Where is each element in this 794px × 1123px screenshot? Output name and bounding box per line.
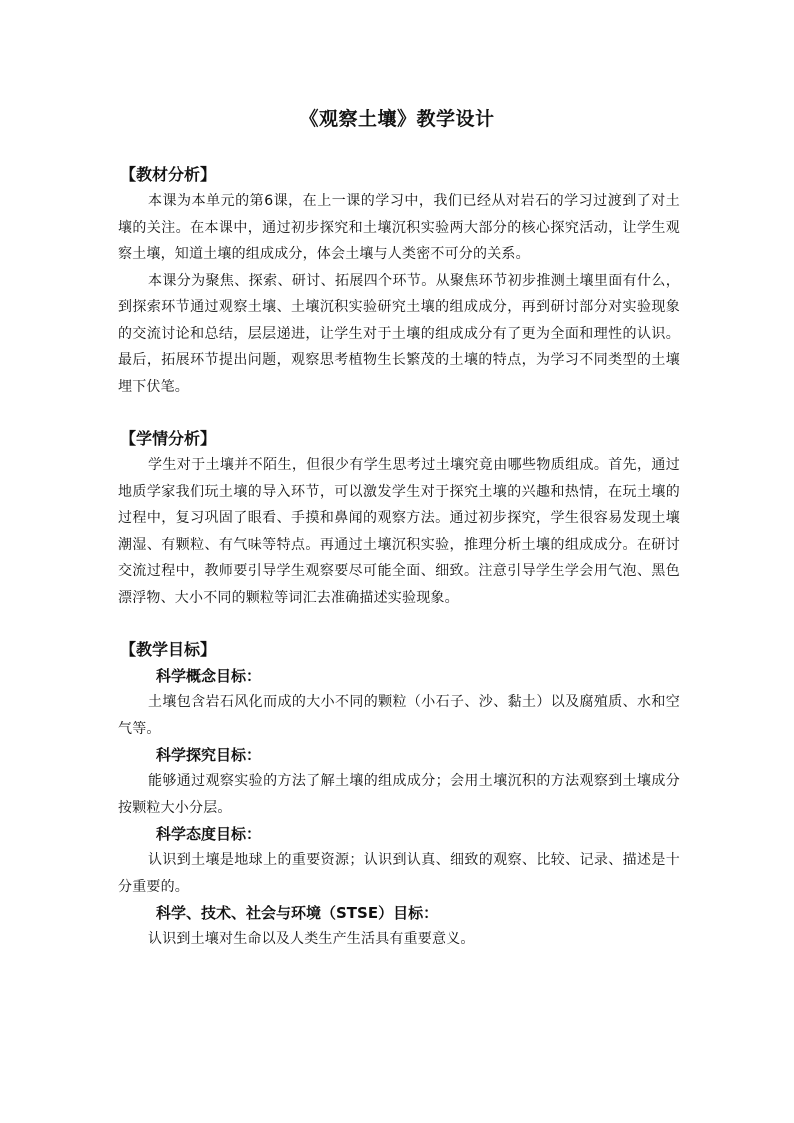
goal-heading-inquiry: 科学探究目标： [156, 746, 262, 764]
materials-paragraph-1: 本课为本单元的第6课，在上一课的学习中，我们已经从对岩石的学习过渡到了对土壤的关注。在本课中，通过初步探究和土壤沉积实验两大部分的核心探究活动，让学生观察土壤，知道土壤的组成成分，体会土壤与人类密不可分的关系。 [118, 193, 680, 262]
section-spacer [118, 400, 680, 426]
goal-heading-stse: 科学、技术、社会与环境（STSE）目标： [156, 904, 439, 922]
materials-paragraph-2: 本课分为聚焦、探索、研讨、拓展四个环节。从聚焦环节初步推测土壤里面有什么，到探索环节通过观察土壤、土壤沉积实验研究土壤的组成成分，再到研讨部分对实验现象的交流讨论和总结，层层递进，让学生对于土壤的组成成分有了更为全面和理性的认识。最后，拓展环节提出问题，观察思考植物生长繁茂的土壤的特点，为学习不同类型的土壤埋下伏笔。 [118, 272, 680, 395]
section-heading-goals: 【教学目标】 [120, 640, 217, 659]
goal-text-attitude: 认识到土壤是地球上的重要资源；认识到认真、细致的观察、比较、记录、描述是十分重要的。 [118, 852, 680, 895]
section-heading-students: 【学情分析】 [120, 429, 217, 448]
students-paragraph-1: 学生对于土壤并不陌生，但很少有学生思考过土壤究竟由哪些物质组成。首先，通过地质学家我们玩土壤的导入环节，可以激发学生对于探究土壤的兴趣和热情，在玩土壤的过程中，复习巩固了眼看、手摸和鼻闻的观察方法。通过初步探究，学生很容易发现土壤潮湿、有颗粒、有气味等特点。再通过土壤沉积实验，推理分析土壤的组成成分。在研讨交流过程中，教师要引导学生观察要尽可能全面、细致。注意引导学生学会用气泡、黑色漂浮物、大小不同的颗粒等词汇去准确描述实验现象。 [118, 457, 680, 606]
goal-heading-attitude: 科学态度目标： [156, 825, 262, 843]
goal-text-inquiry: 能够通过观察实验的方法了解土壤的组成成分；会用土壤沉积的方法观察到土壤成分按颗粒大小分层。 [118, 773, 680, 816]
section-heading-materials: 【教材分析】 [120, 165, 217, 184]
section-spacer [118, 611, 680, 637]
document-body [118, 162, 680, 953]
document-title: 《观察土壤》教学设计 [299, 108, 495, 130]
goal-text-stse: 认识到土壤对生命以及人类生产生活具有重要意义。 [148, 931, 475, 947]
goal-heading-concept: 科学概念目标： [156, 667, 262, 685]
goal-text-concept: 土壤包含岩石风化而成的大小不同的颗粒（小石子、沙、黏土）以及腐殖质、水和空气等。 [118, 694, 680, 737]
